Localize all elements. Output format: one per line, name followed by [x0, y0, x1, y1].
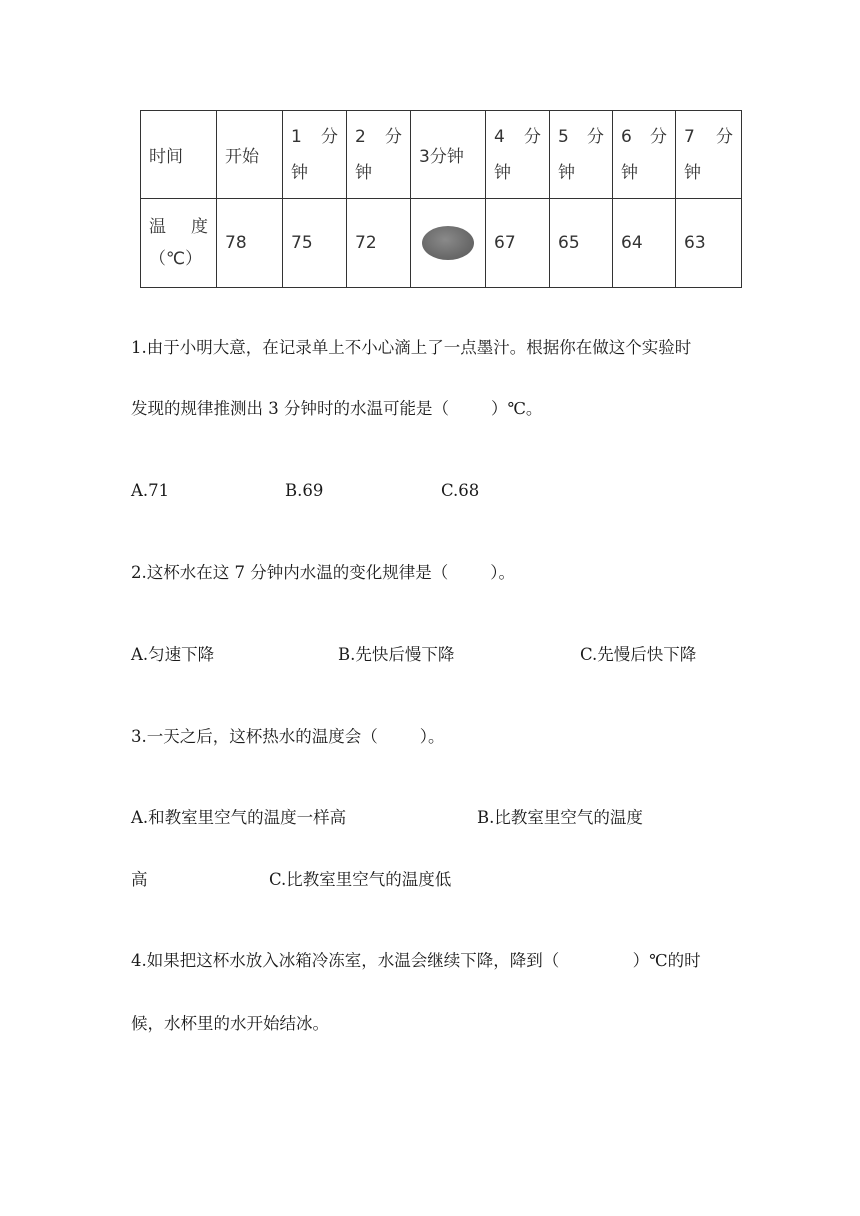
question-2-line-1: 2.这杯水在这 7 分钟内水温的变化规律是（ ）。: [131, 563, 515, 582]
q2-option-b: B.先快后慢下降: [338, 645, 455, 664]
q2-option-a: A.匀速下降: [131, 645, 215, 664]
time-label: 时间: [141, 111, 217, 199]
time-col-7: 7 分 钟: [676, 111, 742, 199]
question-3-line-1: 3.一天之后，这杯热水的温度会（ ）。: [131, 727, 445, 746]
question-4-line-2: 候，水杯里的水开始结冰。: [131, 1014, 329, 1033]
q3-option-c: C.比教室里空气的温度低: [269, 870, 452, 889]
temp-value-2: 72: [347, 199, 411, 288]
time-col-5: 5 分 钟: [550, 111, 613, 199]
temp-value-4: 67: [486, 199, 550, 288]
q3-option-a: A.和教室里空气的温度一样高: [131, 808, 347, 827]
temp-value-1: 75: [283, 199, 347, 288]
time-col-start: 开始: [217, 111, 283, 199]
temperature-record-table: [140, 110, 742, 288]
temp-value-3-ink-blot: [411, 199, 486, 288]
temperature-row: [141, 199, 742, 288]
ink-blot-icon: [422, 226, 474, 260]
q3-option-b: B.比教室里空气的温度: [477, 808, 643, 827]
question-1-line-1: 1.由于小明大意，在记录单上不小心滴上了一点墨汁。根据你在做这个实验时: [131, 338, 692, 357]
temp-value-6: 64: [613, 199, 676, 288]
time-col-2: 2 分 钟: [347, 111, 411, 199]
question-1-line-2: 发现的规律推测出 3 分钟时的水温可能是（ ）℃。: [131, 399, 543, 418]
temp-value-7: 63: [676, 199, 742, 288]
question-4-line-1: 4.如果把这杯水放入冰箱冷冻室，水温会继续下降，降到（ ）℃的时: [131, 951, 701, 970]
temp-value-5: 65: [550, 199, 613, 288]
time-col-3: 3分钟: [411, 111, 486, 199]
q1-option-c: C.68: [441, 481, 480, 500]
q1-option-a: A.71: [131, 481, 170, 500]
time-col-1: 1 分 钟: [283, 111, 347, 199]
time-header-row: [141, 111, 742, 199]
q2-option-c: C.先慢后快下降: [580, 645, 697, 664]
q1-option-b: B.69: [285, 481, 324, 500]
time-col-6: 6 分 钟: [613, 111, 676, 199]
time-col-4: 4 分 钟: [486, 111, 550, 199]
q3-option-b-continued: 高: [131, 870, 148, 889]
temp-value-start: 78: [217, 199, 283, 288]
temperature-label: 温 度 （℃）: [141, 199, 217, 288]
